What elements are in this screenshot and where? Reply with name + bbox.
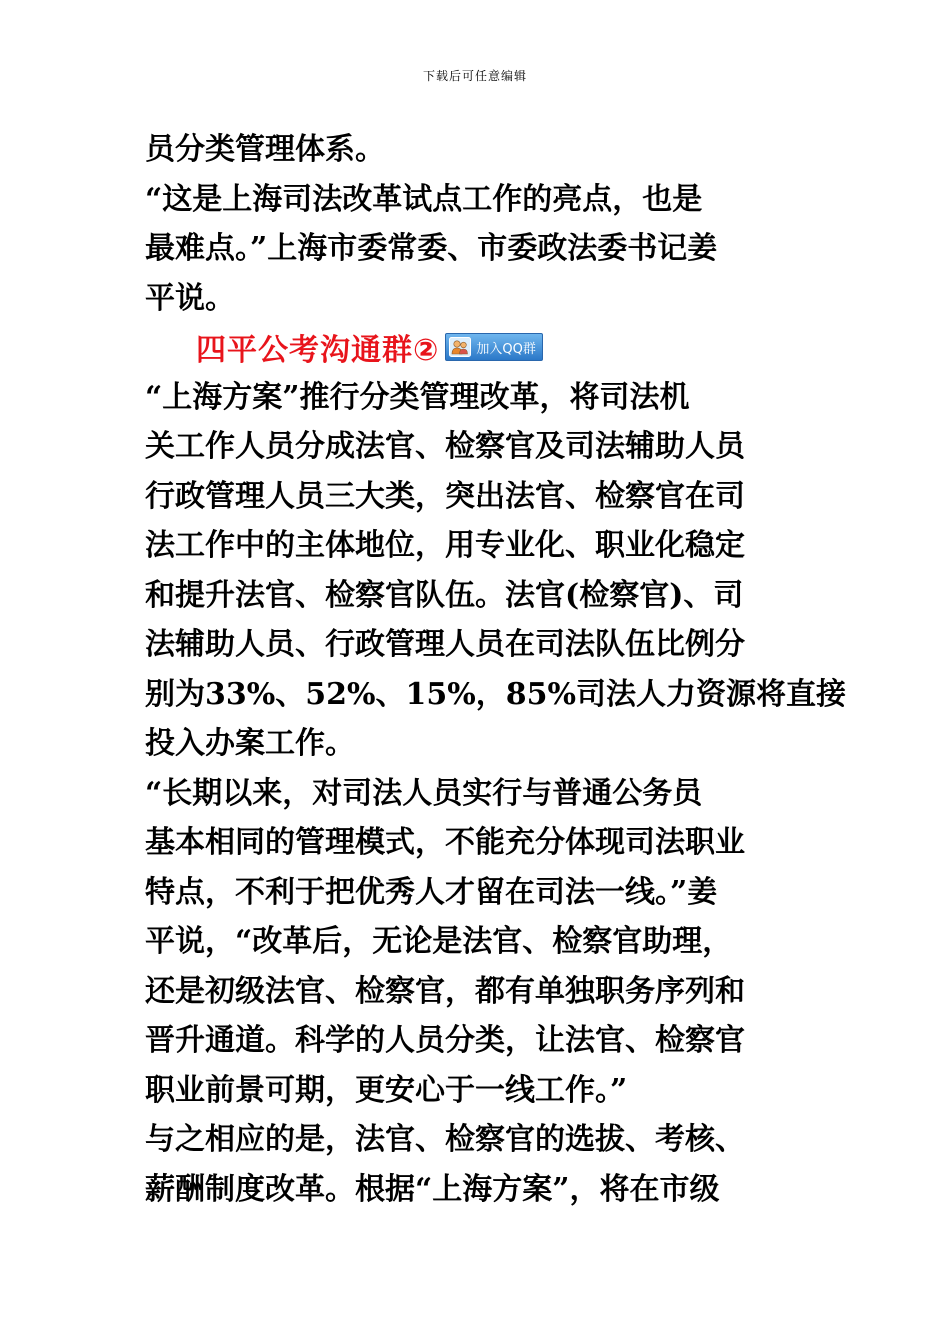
text-line: 特点，不利于把优秀人才留在司法一线。”姜 [145,874,718,910]
text-line: 与之相应的是，法官、检察官的选拔、考核、 [145,1122,745,1157]
header-note: 下载后可任意编辑 [422,69,527,83]
text-line: 法工作中的主体地位，用专业化、职业化稳定 [145,528,745,563]
article-body [145,125,847,1214]
text-line: “长期以来，对司法人员实行与普通公务员 [145,775,703,811]
text-line: 别为33%、52%、15%，85%司法人力资源将直接 [145,676,847,712]
text-line: 行政管理人员三大类，突出法官、检察官在司 [145,478,745,514]
text-line: 关工作人员分成法官、检察官及司法辅助人员 [145,429,745,464]
text-line: 法辅助人员、行政管理人员在司法队伍比例分 [145,627,745,662]
text-line: 平说，“改革后，无论是法官、检察官助理， [145,924,733,959]
text-line: 和提升法官、检察官队伍。法官(检察官)、司 [145,577,744,613]
text-line: 基本相同的管理模式，不能充分体现司法职业 [145,825,745,860]
text-line: 晋升通道。科学的人员分类，让法官、检察官 [145,1023,745,1058]
text-line: 投入办案工作。 [145,726,355,761]
text-line: 平说。 [145,280,235,316]
qq-group-promo [196,327,543,367]
text-line: 还是初级法官、检察官，都有单独职务序列和 [145,973,745,1009]
join-qq-group-button[interactable] [445,333,542,361]
text-line: 职业前景可期，更安心于一线工作。” [145,1072,628,1108]
qq-group-icon [449,337,471,357]
text-line: “这是上海司法改革试点工作的亮点，也是 [145,181,703,217]
text-line: 员分类管理体系。 [145,132,385,167]
qq-group-name-link[interactable]: 四平公考沟通群② [196,333,440,368]
text-line: 薪酬制度改革。根据“上海方案”，将在市级 [145,1171,720,1207]
join-qq-group-label: 加入QQ群 [476,341,536,357]
text-line: “上海方案”推行分类管理改革，将司法机 [145,379,690,415]
text-line: 最难点。”上海市委常委、市委政法委书记姜 [145,231,718,266]
